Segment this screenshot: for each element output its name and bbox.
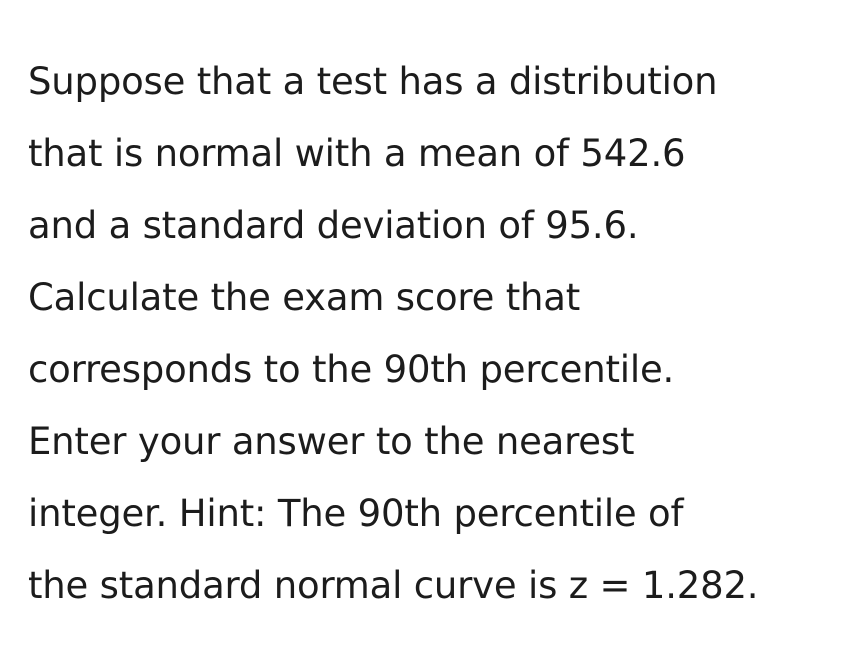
question-line: Enter your answer to the nearest <box>28 420 635 463</box>
question-line: and a standard deviation of 95.6. <box>28 204 639 247</box>
question-text <box>28 46 843 622</box>
question-line: Calculate the exam score that <box>28 276 581 319</box>
question-line: integer. Hint: The 90th percentile of <box>28 492 684 535</box>
question-line: corresponds to the 90th percentile. <box>28 348 675 391</box>
question-line: Suppose that a test has a distribution <box>28 60 718 103</box>
question-line: the standard normal curve is z = 1.282. <box>28 564 759 607</box>
question-line: that is normal with a mean of 542.6 <box>28 132 686 175</box>
